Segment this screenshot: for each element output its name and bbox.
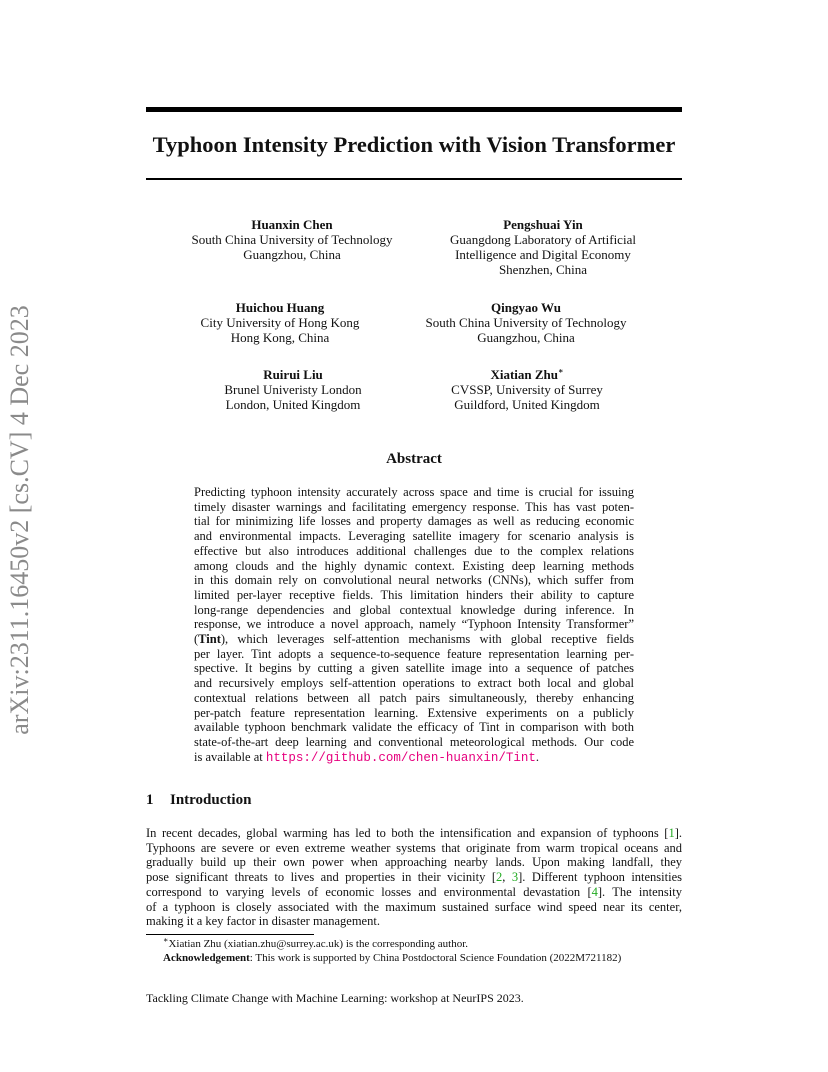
author-location: Hong Kong, China — [230, 330, 330, 345]
intro-text-fragment: ]. Different typhoon intensities — [518, 870, 683, 885]
abstract-text-fragment: is available at — [194, 749, 266, 764]
intro-line: Typhoons are severe or even extreme weather systems that originate from warm tropical oceans and — [146, 840, 682, 855]
author-block — [413, 217, 673, 277]
abstract-line: tial for minimizing life losses and property damages as well as reducing economic — [194, 514, 634, 529]
abstract-line: limited per-layer receptive fields. This limitation hinders their ability to capture — [194, 587, 634, 602]
author-name — [397, 367, 657, 382]
intro-line — [146, 870, 682, 885]
author-affiliation: Guangdong Laboratory of Artificial — [450, 232, 636, 247]
abstract-line: spective. It begins by cutting a given satellite image into a sequence of patches — [194, 661, 634, 676]
author-name-text: Xiatian Zhu — [490, 367, 559, 382]
intro-line — [146, 826, 682, 841]
venue-footer: Tackling Climate Change with Machine Learning: workshop at NeurIPS 2023. — [146, 991, 524, 1005]
footnote-text: Xiatian Zhu (xiatian.zhu@surrey.ac.uk) is the corresponding author. — [168, 938, 469, 950]
author-location: Shenzhen, China — [498, 262, 588, 277]
footnote-marker: ∗ — [163, 935, 169, 945]
abstract-line: in this domain rely on convolutional neural networks (CNNs), which suffer from — [194, 573, 634, 588]
citation-link[interactable]: 3 — [511, 870, 519, 885]
intro-line — [146, 885, 682, 900]
acknowledgement-text: : This work is supported by China Postdoctoral Science Foundation (2022M721182) — [249, 952, 622, 964]
title-bottom-rule — [146, 178, 682, 180]
section-number: 1 — [146, 792, 154, 808]
abstract-line: Predicting typhoon intensity accurately across space and time is crucial for issuing — [194, 485, 634, 499]
abstract-line — [194, 632, 634, 647]
abstract-line: and recursively employs self-attention operations to extract both local and global — [194, 676, 634, 691]
author-block — [163, 367, 423, 412]
abstract-line — [194, 750, 634, 766]
model-name-bold: Tint — [198, 632, 221, 647]
intro-line: gradually build up their own power when approaching nearby lands. Upon making landfall, they — [146, 855, 682, 870]
code-repository-link[interactable]: https://github.com/chen-huanxin/Tint — [265, 750, 536, 765]
intro-text-fragment: pose significant threats to lives and properties in their vicinity [ — [146, 870, 496, 885]
abstract-line: timely disaster warnings and facilitating emergency response. This has vast poten- — [194, 499, 634, 514]
intro-text-fragment: correspond to varying levels of economic losses and environmental devastation [ — [146, 884, 592, 899]
author-location: Guangzhou, China — [243, 247, 341, 262]
intro-line: making it a key factor in disaster management. — [146, 914, 380, 929]
abstract-text-fragment: . — [535, 749, 540, 764]
abstract-line: available typhoon benchmark validate the efficacy of Tint in comparison with both — [194, 720, 634, 735]
author-name: Huanxin Chen — [251, 217, 333, 232]
author-affiliation: South China University of Technology — [191, 232, 393, 247]
author-location: Guangzhou, China — [477, 330, 575, 345]
abstract-line: long-range dependencies and global contextual knowledge during inference. In — [194, 602, 634, 617]
section-title: Introduction — [170, 792, 252, 808]
footnote-acknowledgement — [163, 952, 723, 965]
abstract-line: among clouds and the highly dynamic context. Existing deep learning methods — [194, 558, 634, 573]
author-block — [397, 367, 657, 412]
author-name: Qingyao Wu — [491, 300, 561, 315]
author-name: Huichou Huang — [235, 300, 325, 315]
intro-text-fragment: ]. The intensity — [597, 884, 682, 899]
abstract-text — [194, 485, 634, 765]
author-name: Ruirui Liu — [263, 367, 323, 382]
author-affiliation: Intelligence and Digital Economy — [455, 247, 631, 262]
introduction-text — [146, 826, 682, 929]
intro-text-fragment: ]. — [674, 826, 682, 840]
author-block — [150, 300, 410, 345]
citation-link[interactable]: 1 — [668, 826, 675, 840]
intro-text-fragment: , — [502, 870, 512, 885]
paper-title: Typhoon Intensity Prediction with Vision Transformer — [152, 132, 676, 157]
intro-text-fragment: In recent decades, global warming has led to both the intensification and expansion of typhoons [ — [146, 826, 669, 840]
section-heading-introduction — [146, 791, 251, 809]
author-affiliation: CVSSP, University of Surrey — [451, 382, 603, 397]
footnote-rule — [146, 934, 314, 935]
citation-link[interactable]: 2 — [495, 870, 503, 885]
citation-link[interactable]: 4 — [591, 884, 598, 899]
author-block — [396, 300, 656, 345]
author-block — [162, 217, 422, 262]
abstract-line: state-of-the-art deep learning and conventional meteorological methods. Our code — [194, 734, 634, 749]
author-affiliation: South China University of Technology — [425, 315, 627, 330]
author-affiliation: City University of Hong Kong — [200, 315, 360, 330]
intro-line: of a typhoon is closely associated with the maximum sustained surface wind speed near its center, — [146, 899, 682, 914]
arxiv-identifier-stamp: arXiv:2311.16450v2 [cs.CV] 4 Dec 2023 — [5, 305, 34, 735]
abstract-line: effective but also introduces additional challenges due to the complex relations — [194, 543, 634, 558]
corresponding-author-marker: ∗ — [558, 366, 564, 376]
author-location: Guildford, United Kingdom — [454, 397, 600, 412]
author-affiliation: Brunel Univeristy London — [224, 382, 362, 397]
abstract-line: per-patch feature representation learning. Extensive experiments on a publicly — [194, 705, 634, 720]
author-name: Pengshuai Yin — [503, 217, 583, 232]
author-location: London, United Kingdom — [225, 397, 361, 412]
title-top-rule — [146, 107, 682, 112]
abstract-line: contextual relations between all patch pairs simultaneously, thereby enhancing — [194, 690, 634, 705]
abstract-line: and environmental impacts. Leveraging satellite imagery for scenario analysis is — [194, 529, 634, 544]
abstract-line: per layer. Tint adopts a sequence-to-sequence feature representation learning per- — [194, 646, 634, 661]
acknowledgement-label: Acknowledgement — [163, 952, 250, 964]
abstract-text-fragment: ( — [194, 632, 199, 647]
abstract-heading: Abstract — [386, 451, 442, 467]
footnote-corresponding-author — [163, 935, 723, 951]
abstract-line: response, we introduce a novel approach, namely “Typhoon Intensity Transformer” — [194, 617, 634, 632]
abstract-text-fragment: ), which leverages self-attention mechanisms with global receptive fields — [220, 632, 634, 647]
